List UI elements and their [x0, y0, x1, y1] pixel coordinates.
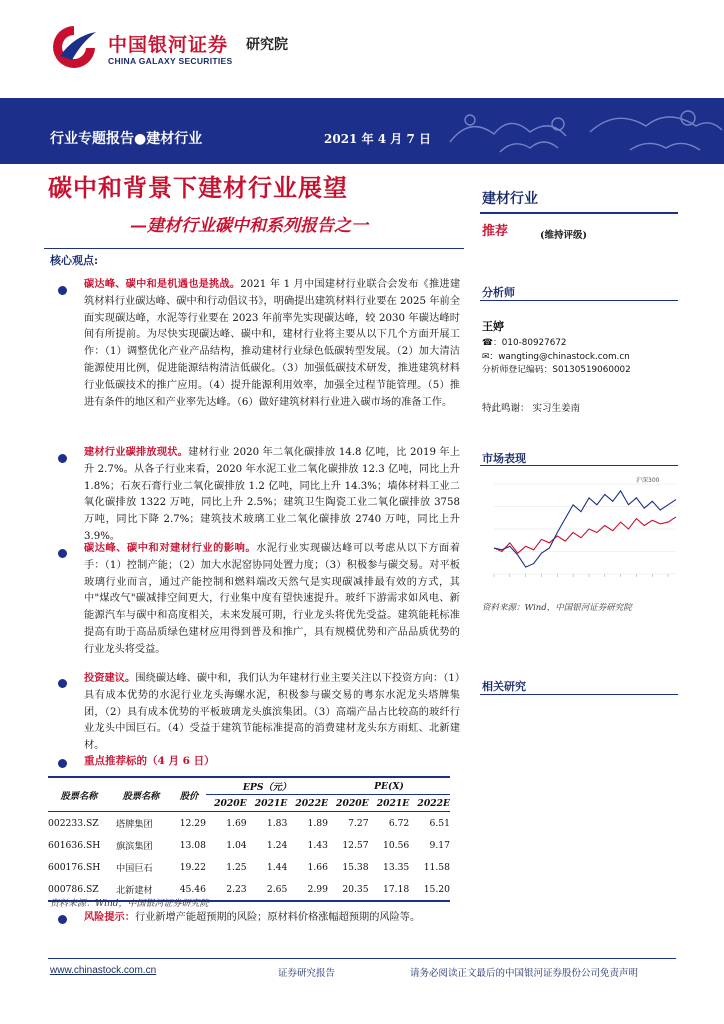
- cell-eps: 1.04: [226, 839, 247, 851]
- rating: 推荐: [482, 224, 509, 239]
- key-picks-heading: [84, 753, 215, 768]
- analyst-heading: 分析师: [482, 286, 515, 299]
- cell-eps: 2.99: [307, 883, 328, 895]
- risk-text: 行业新增产能超预期的风险；原材料价格涨幅超预期的风险等。: [134, 912, 421, 923]
- market-heading: 市场表现: [482, 452, 526, 465]
- cell-eps: 1.24: [266, 839, 288, 851]
- bullet-icon: [58, 286, 67, 295]
- paragraph-highlight: 投资建议。: [84, 672, 136, 684]
- table-row: [48, 856, 450, 878]
- sidebar-divider: [480, 465, 678, 466]
- cell-eps: 2.23: [226, 883, 247, 895]
- paragraph-investment-advice: [84, 670, 460, 755]
- footer-report-label: 证券研究报告: [278, 968, 336, 979]
- cell-eps: 1.25: [226, 861, 247, 873]
- analyst-email[interactable]: wangting@chinastock.com.cn: [498, 352, 630, 362]
- col-header-code: 股票名称: [60, 790, 98, 802]
- company-logo-icon: [48, 22, 100, 68]
- cell-code: 601636.SH: [48, 839, 101, 851]
- paragraph-text: 水泥行业实现碳达峰可以考虑从以下方面着手：（1）控制产能；（2）加大水泥窑协同处置力度；（3）积极参与碳交易。对平板玻璃行业而言，通过产能控制和燃料端改天然气是实现碳减排最有效的方式，其中"煤改气"碳减排空间更大，行业集中度有望快速提升。玻纤下游需求如风电、新能源汽车与碳中和高度相关，未来发展可期，行业龙头将优先受益。建筑能耗标准提高有助于高品质绿色建材应用得到普及和推广，具有规模优势和产品品质优势的行业龙头将受益。: [84, 543, 461, 655]
- cell-name: 中国巨石: [116, 863, 153, 874]
- cloud-decoration-icon: [440, 102, 724, 162]
- core-views-heading: 核心观点:: [50, 254, 99, 267]
- bullet-icon: [58, 549, 67, 558]
- cell-name: 塔牌集团: [116, 819, 153, 830]
- cell-pe: 9.17: [429, 839, 450, 851]
- market-performance-chart: [486, 470, 682, 596]
- cell-eps: 1.89: [307, 817, 328, 829]
- cell-pe: 15.20: [423, 883, 450, 895]
- cell-eps: 1.43: [307, 839, 328, 851]
- col-header-year: 2022E: [417, 797, 450, 809]
- col-header-price: 股价: [179, 790, 199, 802]
- company-name-en: CHINA GALAXY SECURITIES: [108, 56, 233, 66]
- paragraph-text: 围绕碳达峰、碳中和，我们认为年建材行业主要关注以下投资方向：（1）具有成本优势的水泥行业龙头海螺水泥，积极参与碳交易的粤东水泥龙头塔牌集团，（2）具有成本优势的平板玻璃龙头旗滨集团。（3）高端产品占比较高的玻纤行业龙头中国巨石。（4）受益于建筑节能标准提高的消费建材龙头东方雨虹、北新建材。: [84, 673, 461, 752]
- title-divider: [44, 248, 464, 249]
- cell-eps: 1.83: [266, 817, 288, 829]
- cell-eps: 1.44: [266, 861, 288, 873]
- chart-series-line: [494, 517, 676, 553]
- col-header-year: 2021E: [254, 797, 288, 809]
- department-name: 研究院: [246, 37, 288, 53]
- cell-pe: 12.57: [342, 839, 369, 851]
- paragraph-industry-impact: [84, 540, 460, 659]
- paragraph-carbon-peak: [84, 276, 460, 411]
- chart-grid: [494, 484, 676, 577]
- email-row: ✉：wangting@chinastock.com.cn: [482, 352, 630, 362]
- registration-label: 分析师登记编码：: [482, 365, 553, 375]
- cell-price: 45.46: [179, 883, 206, 895]
- risk-highlight: 风险提示：: [84, 911, 135, 923]
- bullet-icon: [58, 454, 67, 463]
- rating-note: (维持评级): [540, 230, 587, 241]
- cell-pe: 13.35: [382, 861, 410, 873]
- report-type-label: 行业专题报告●建材行业: [50, 131, 203, 147]
- cell-eps: 1.69: [226, 817, 247, 829]
- cell-price: 12.29: [179, 817, 206, 829]
- footer-disclaimer: 请务必阅读正文最后的中国银河证券股份公司免责声明: [410, 968, 639, 979]
- report-date: 2021 年 4 月 7 日: [324, 132, 431, 146]
- paragraph-text: 建材行业 2020 年二氧化碳排放 14.8 亿吨，比 2019 年上升 2.7%。从各子行业来看，2020 年水泥工业二氧化碳排放 12.3 亿吨，同比上升 1.8%；石灰石膏行业二氧化碳排放 1.2 亿吨，同比上升 14.3%；墙体材料工业二氧化碳排放 1322 万吨，同比上升 2.5%；建筑卫生陶瓷工业二氧化碳排放 3758 万吨，同比下降 2.7%；建筑技术玻璃工业二氧化碳排放 2740 万吨，同比上升 3.9%。: [84, 447, 461, 542]
- chart-source: 资料来源：Wind，中国银河证券研究院: [482, 603, 632, 613]
- cell-pe: 15.38: [342, 861, 369, 873]
- footer-website-link[interactable]: www.chinastock.com.cn: [50, 965, 157, 976]
- cell-code: 600176.SH: [48, 861, 101, 873]
- table-row: [48, 834, 450, 856]
- sidebar-divider: [480, 694, 678, 695]
- col-header-year: 2022E: [295, 797, 328, 809]
- col-header-pe: PE(X): [328, 777, 450, 795]
- col-header-year: 2020E: [336, 797, 369, 809]
- chart-legend-label: 沪深300: [636, 477, 660, 484]
- col-header-eps: EPS（元）: [206, 777, 328, 795]
- report-subtitle: —建材行业碳中和系列报告之一: [130, 216, 368, 236]
- cell-pe: 10.56: [382, 839, 410, 851]
- col-header-year: 2020E: [214, 797, 247, 809]
- cell-pe: 6.72: [388, 817, 410, 829]
- phone-row: ☎：010-80927672: [482, 338, 567, 348]
- cell-eps: 1.66: [307, 861, 328, 873]
- analyst-phone: 010-80927672: [501, 338, 567, 348]
- phone-icon: ☎: [482, 338, 493, 348]
- acknowledgement: 特此鸣谢： 实习生姜南: [482, 403, 581, 414]
- table-source: 资料来源：Wind，中国银河证券研究院: [50, 899, 209, 909]
- cell-pe: 17.18: [382, 883, 410, 895]
- cell-name: 旗滨集团: [116, 841, 153, 852]
- cell-pe: 11.58: [423, 861, 450, 873]
- cell-eps: 2.65: [266, 883, 288, 895]
- company-name-cn: 中国银河证券: [108, 34, 229, 56]
- key-picks-date: （4 月 6 日）: [147, 755, 215, 767]
- footer-divider: [48, 958, 676, 959]
- registration-row: [482, 362, 631, 375]
- col-header-year: 2021E: [376, 797, 410, 809]
- cell-pe: 7.27: [348, 817, 369, 829]
- sidebar-industry: 建材行业: [482, 191, 538, 207]
- bullet-icon: [58, 759, 67, 768]
- risk-warning: [84, 909, 464, 927]
- paragraph-highlight: 碳达峰、碳中和对建材行业的影响。: [84, 542, 257, 554]
- cell-price: 13.08: [179, 839, 206, 851]
- key-picks-label: 重点推荐标的: [84, 755, 147, 767]
- col-header-name: 股票名称: [122, 790, 160, 802]
- email-icon: ✉: [482, 352, 490, 362]
- paragraph-text: 2021 年 1 月中国建材行业联合会发布《推进建筑材料行业碳达峰、碳中和行动倡议书》，明确提出建筑材料行业要在 2025 年前全面实现碳达峰，水泥等行业要在 2023 年前率先实现碳达峰，较 2030 年碳达峰时间有所提前。为尽快实现碳达峰、碳中和，建材行业将主要从以下几个方面开展工作：（1）调整优化产业产品结构，推动建材行业绿色低碳转型发展。（2）加大清洁能源使用比例，促进能源结构清洁低碳化。（3）加强低碳技术研发，推进建筑材料行业低碳技术的推广应用。（4）提升能源利用效率，加强全过程节能管理。（5）推进有条件的地区和产业率先达峰。（6）做好建筑材料行业进入碳市场的准备工作。: [84, 279, 461, 408]
- cell-code: 000786.SZ: [48, 883, 99, 895]
- paragraph-highlight: 建材行业碳排放现状。: [84, 446, 189, 458]
- sidebar-divider: [480, 300, 678, 301]
- bullet-icon: [58, 915, 67, 924]
- bullet-icon: [58, 679, 67, 688]
- registration-code: S0130519060002: [552, 365, 631, 375]
- cell-code: 002233.SZ: [48, 817, 99, 829]
- cell-pe: 20.35: [342, 883, 369, 895]
- paragraph-emission-status: [84, 444, 460, 546]
- analyst-name: 王婷: [482, 320, 504, 333]
- table-row: [48, 812, 450, 835]
- cell-name: 北新建材: [116, 885, 153, 896]
- sidebar-divider: [480, 212, 678, 214]
- cell-price: 19.22: [179, 861, 206, 873]
- cell-pe: 6.51: [429, 817, 450, 829]
- stock-table: [48, 776, 450, 902]
- paragraph-highlight: 碳达峰、碳中和是机遇也是挑战。: [84, 278, 241, 290]
- report-title: 碳中和背景下建材行业展望: [48, 173, 348, 202]
- related-heading: 相关研究: [482, 680, 526, 693]
